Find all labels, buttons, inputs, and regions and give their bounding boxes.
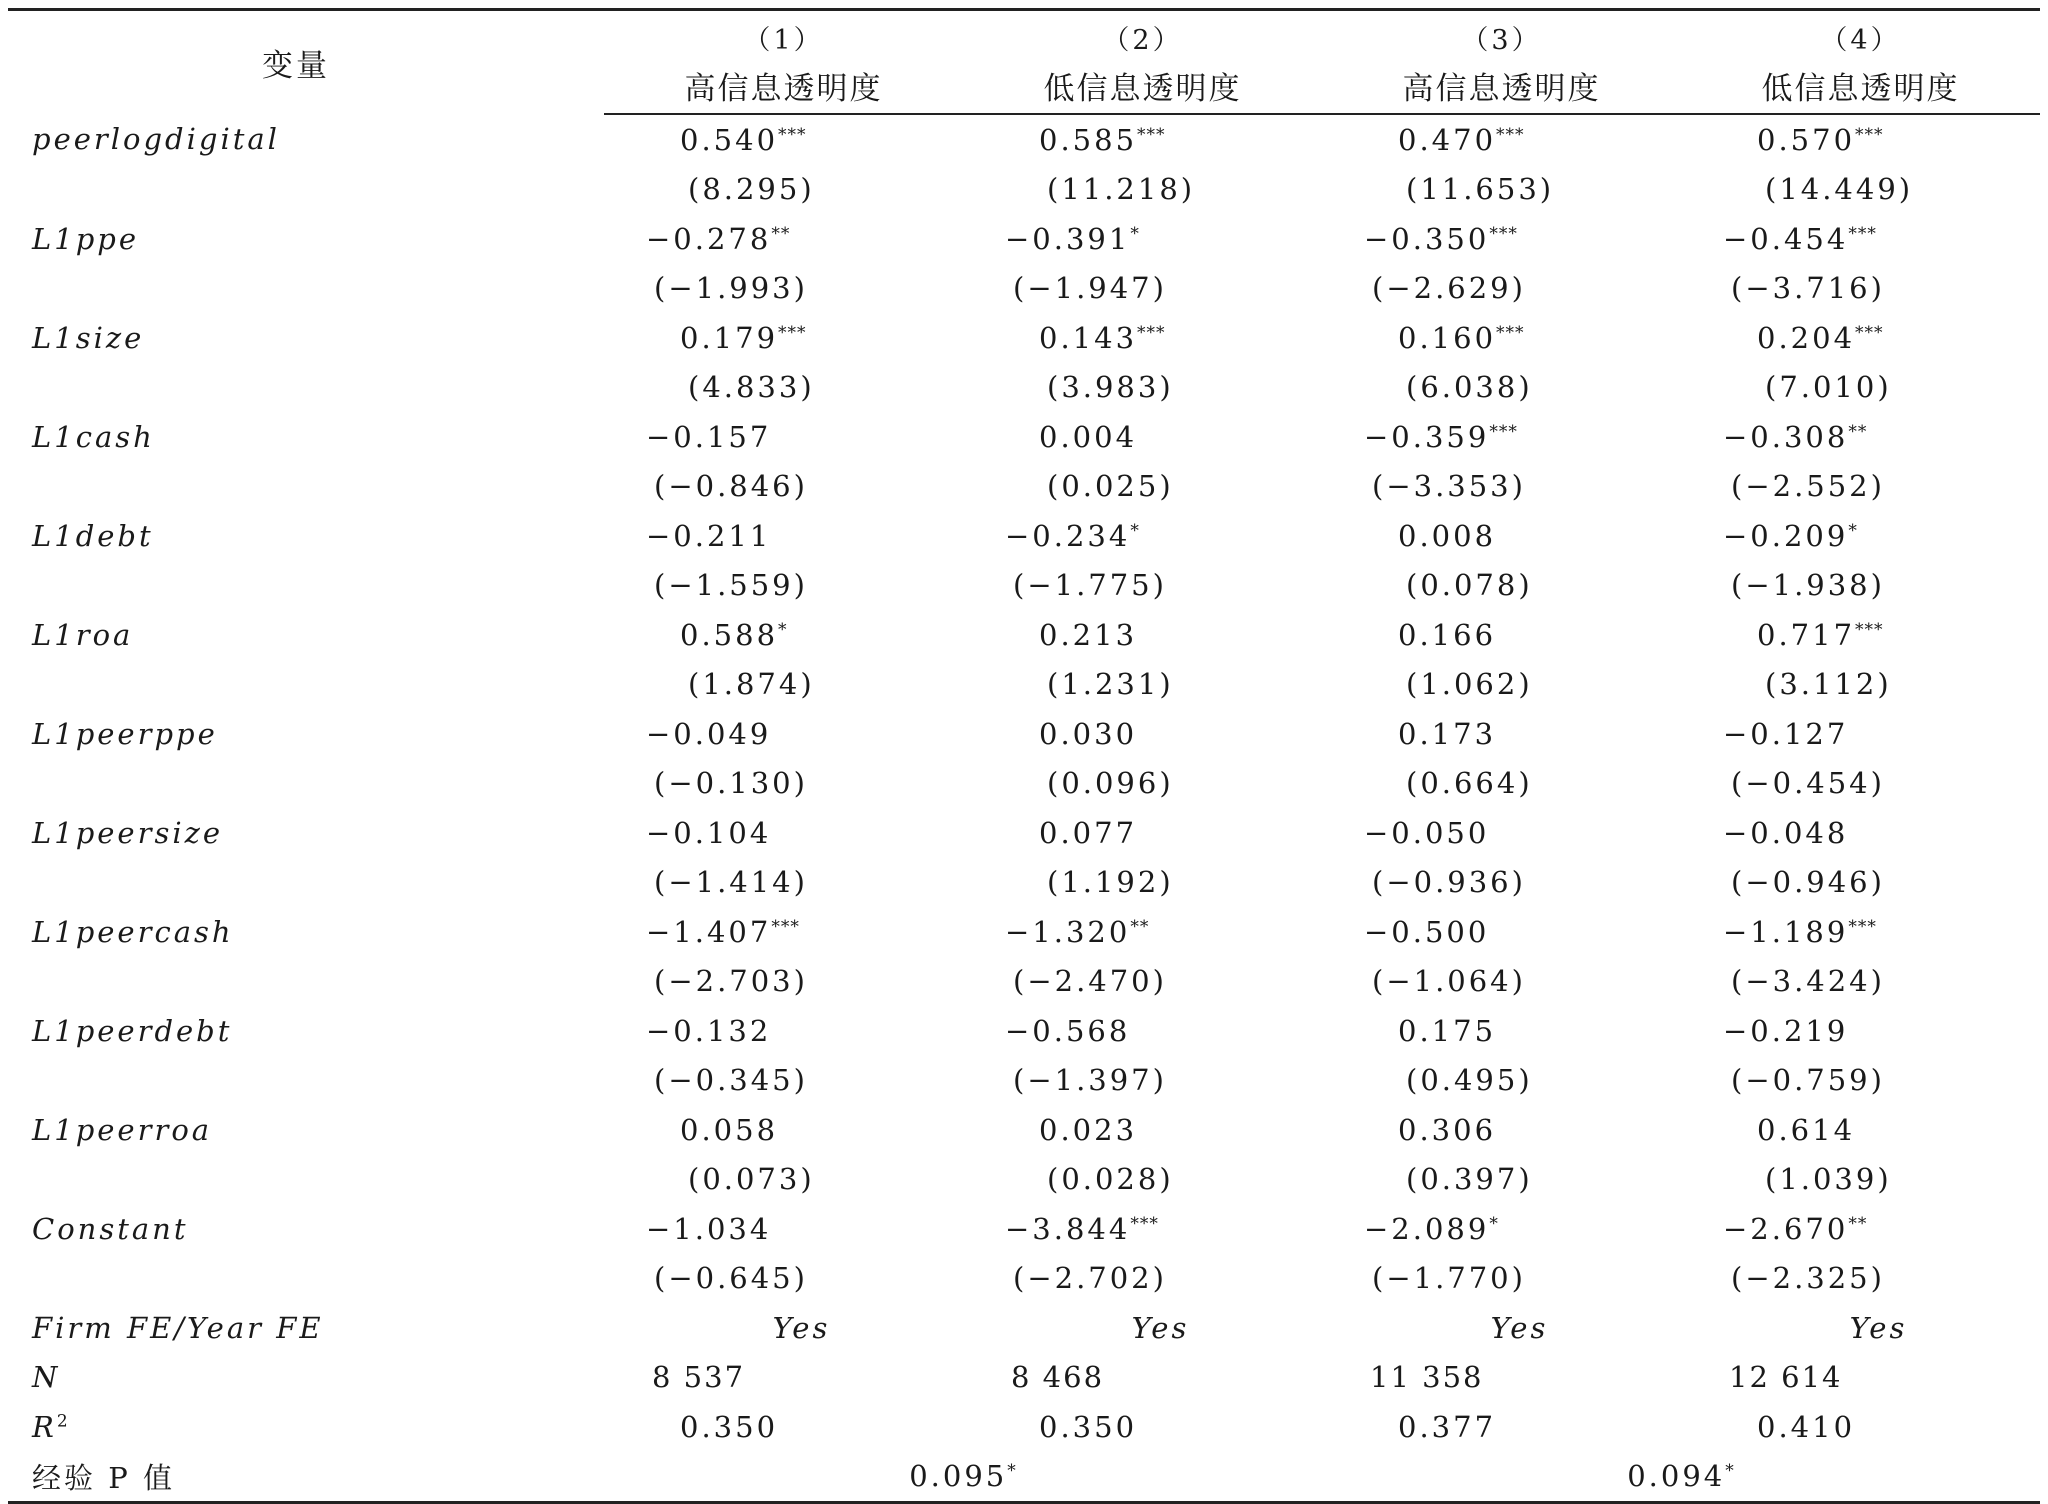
tstat-cell: (14.449): [1765, 172, 1914, 207]
coef-value: −0.048: [1723, 815, 1849, 850]
coef-value: −0.209: [1723, 518, 1849, 553]
tstat-row: [8, 165, 2040, 215]
coef-cell: [1322, 412, 1681, 462]
coef-value: 0.306: [1398, 1112, 1497, 1147]
tstat-cell: (0.096): [1047, 766, 1174, 801]
tstat-cell: (−0.946): [1731, 865, 1885, 900]
tstat-cell: (−2.325): [1731, 1261, 1885, 1296]
coef-value: −3.844: [1005, 1211, 1131, 1246]
tstat-row: [8, 1155, 2040, 1205]
tstat-cell: (−2.702): [1013, 1261, 1167, 1296]
coef-cell: [1681, 114, 2040, 165]
tstat-cell: (−1.414): [654, 865, 808, 900]
header-col-4-num: （4）: [1681, 10, 2040, 58]
blank-cell: [8, 858, 604, 908]
tstat-cell: (−1.938): [1731, 568, 1885, 603]
coef-cell: [963, 808, 1322, 858]
significance-stars: *: [1130, 520, 1140, 541]
header-variable: 变量: [8, 10, 604, 115]
r2-value: 0.350: [1039, 1409, 1138, 1444]
significance-stars: ***: [1137, 124, 1166, 145]
variable-label: L1size: [32, 320, 145, 355]
coef-value: 0.179: [680, 320, 779, 355]
significance-stars: **: [1130, 916, 1150, 937]
significance-stars: *: [778, 619, 788, 640]
coef-value: 0.004: [1039, 419, 1138, 454]
coef-value: 0.540: [680, 122, 779, 157]
coef-value: −0.278: [646, 221, 772, 256]
significance-stars: *: [1848, 520, 1858, 541]
coef-cell: [1681, 808, 2040, 858]
r2-label-text: R: [32, 1409, 57, 1444]
table-body: [8, 114, 2040, 1503]
tstat-cell: (6.038): [1406, 370, 1533, 405]
coef-value: −1.320: [1005, 914, 1131, 949]
blank-cell: [8, 264, 604, 314]
tstat-cell: (−3.716): [1731, 271, 1885, 306]
coef-value: −2.670: [1723, 1211, 1849, 1246]
pvalue-label: 经验 P 值: [8, 1452, 604, 1503]
tstat-cell: (−3.424): [1731, 964, 1885, 999]
blank-cell: [8, 759, 604, 809]
coef-value: 0.058: [680, 1112, 779, 1147]
significance-stars: *: [1489, 1213, 1499, 1234]
tstat-cell: (−2.552): [1731, 469, 1885, 504]
r2-value: 0.410: [1757, 1409, 1856, 1444]
fe-label: Firm FE/Year FE: [32, 1310, 324, 1345]
tstat-cell: (−2.470): [1013, 964, 1167, 999]
tstat-cell: (−1.775): [1013, 568, 1167, 603]
blank-cell: [8, 660, 604, 710]
coef-value: −0.391: [1005, 221, 1131, 256]
coef-value: −0.308: [1723, 419, 1849, 454]
coef-cell: [604, 214, 963, 264]
coef-value: −0.568: [1005, 1013, 1131, 1048]
coef-value: 0.166: [1398, 617, 1497, 652]
coef-value: −2.089: [1364, 1211, 1490, 1246]
coef-cell: [604, 1006, 963, 1056]
pvalue-3-4: [1322, 1452, 2040, 1503]
coef-value: −0.454: [1723, 221, 1849, 256]
pvalue-stars: *: [1725, 1461, 1735, 1482]
variable-label: L1peerdebt: [32, 1013, 233, 1048]
coef-value: −1.407: [646, 914, 772, 949]
header-col-2-caption: 低信息透明度: [963, 57, 1322, 114]
variable-label: L1peerppe: [32, 716, 218, 751]
significance-stars: ***: [1489, 223, 1518, 244]
header-col-1-caption: 高信息透明度: [604, 57, 963, 114]
tstat-cell: (−1.770): [1372, 1261, 1526, 1296]
significance-stars: **: [1848, 421, 1868, 442]
coef-cell: [963, 610, 1322, 660]
coef-cell: [1681, 1204, 2040, 1254]
table-header: [8, 10, 2040, 115]
tstat-row: [8, 1056, 2040, 1106]
tstat-cell: (−0.936): [1372, 865, 1526, 900]
coef-cell: [1681, 313, 2040, 363]
coef-cell: [1322, 808, 1681, 858]
n-value: 8 468: [1011, 1360, 1105, 1395]
coef-cell: [1322, 907, 1681, 957]
n-label: N: [32, 1360, 61, 1395]
tstat-cell: (1.231): [1047, 667, 1174, 702]
coef-cell: [963, 907, 1322, 957]
tstat-row: [8, 660, 2040, 710]
coef-cell: [1681, 709, 2040, 759]
r2-value: 0.350: [680, 1409, 779, 1444]
coef-value: −0.157: [646, 419, 772, 454]
significance-stars: ***: [771, 916, 800, 937]
coef-cell: [1681, 412, 2040, 462]
r2-label: [8, 1402, 604, 1452]
pvalue-value: 0.095: [909, 1459, 1008, 1494]
coef-value: 0.213: [1039, 617, 1138, 652]
significance-stars: **: [771, 223, 791, 244]
tstat-cell: (−0.454): [1731, 766, 1885, 801]
coef-cell: [963, 114, 1322, 165]
n-value: 8 537: [652, 1360, 746, 1395]
pvalue-value: 0.094: [1627, 1459, 1726, 1494]
tstat-row: [8, 561, 2040, 611]
r2-value: 0.377: [1398, 1409, 1497, 1444]
coef-cell: [963, 511, 1322, 561]
coef-row: [8, 114, 2040, 165]
tstat-cell: (1.874): [688, 667, 815, 702]
variable-label: L1peersize: [32, 815, 224, 850]
tstat-cell: (0.025): [1047, 469, 1174, 504]
coef-cell: [1322, 1204, 1681, 1254]
tstat-cell: (0.073): [688, 1162, 815, 1197]
coef-value: 0.585: [1039, 122, 1138, 157]
coef-cell: [604, 808, 963, 858]
coef-value: 0.160: [1398, 320, 1497, 355]
tstat-cell: (−1.559): [654, 568, 808, 603]
tstat-cell: (−0.645): [654, 1261, 808, 1296]
coef-cell: [604, 114, 963, 165]
coef-value: −0.132: [646, 1013, 772, 1048]
coef-value: 0.570: [1757, 122, 1856, 157]
coef-cell: [1681, 214, 2040, 264]
tstat-cell: (0.028): [1047, 1162, 1174, 1197]
tstat-cell: (0.495): [1406, 1063, 1533, 1098]
fe-row: [8, 1303, 2040, 1353]
coef-value: 0.717: [1757, 617, 1856, 652]
pvalue-row: [8, 1452, 2040, 1503]
coef-value: −0.050: [1364, 815, 1490, 850]
coef-cell: [604, 1105, 963, 1155]
coef-cell: [963, 1204, 1322, 1254]
tstat-cell: (−0.846): [654, 469, 808, 504]
coef-cell: [963, 412, 1322, 462]
significance-stars: ***: [1855, 124, 1884, 145]
coef-row: [8, 1105, 2040, 1155]
coef-cell: [1681, 907, 2040, 957]
tstat-row: [8, 957, 2040, 1007]
tstat-row: [8, 858, 2040, 908]
coef-cell: [963, 214, 1322, 264]
header-col-3-num: （3）: [1322, 10, 1681, 58]
significance-stars: ***: [1130, 1213, 1159, 1234]
significance-stars: ***: [1489, 421, 1518, 442]
header-col-4-caption: 低信息透明度: [1681, 57, 2040, 114]
coef-value: 0.175: [1398, 1013, 1497, 1048]
coef-cell: [1322, 114, 1681, 165]
coef-value: 0.077: [1039, 815, 1138, 850]
blank-cell: [8, 1155, 604, 1205]
significance-stars: ***: [1137, 322, 1166, 343]
tstat-cell: (−1.064): [1372, 964, 1526, 999]
coef-cell: [604, 412, 963, 462]
coef-row: [8, 511, 2040, 561]
coef-value: 0.173: [1398, 716, 1497, 751]
tstat-row: [8, 462, 2040, 512]
tstat-cell: (4.833): [688, 370, 815, 405]
tstat-row: [8, 1254, 2040, 1304]
variable-label: L1roa: [32, 617, 134, 652]
tstat-cell: (−1.993): [654, 271, 808, 306]
coef-value: −1.189: [1723, 914, 1849, 949]
coef-cell: [1322, 1105, 1681, 1155]
blank-cell: [8, 462, 604, 512]
fe-value: Yes: [1131, 1310, 1190, 1345]
variable-label: Constant: [32, 1211, 189, 1246]
fe-value: Yes: [1490, 1310, 1549, 1345]
tstat-cell: (1.062): [1406, 667, 1533, 702]
header-col-3-caption: 高信息透明度: [1322, 57, 1681, 114]
coef-value: 0.030: [1039, 716, 1138, 751]
coef-cell: [604, 1204, 963, 1254]
coef-cell: [963, 709, 1322, 759]
coef-cell: [1681, 1105, 2040, 1155]
coef-cell: [963, 313, 1322, 363]
tstat-row: [8, 264, 2040, 314]
coef-row: [8, 709, 2040, 759]
coef-value: −0.350: [1364, 221, 1490, 256]
variable-label: L1cash: [32, 419, 155, 454]
coef-value: −0.359: [1364, 419, 1490, 454]
r2-superscript: 2: [56, 1411, 71, 1432]
significance-stars: ***: [778, 124, 807, 145]
variable-label: peerlogdigital: [32, 122, 280, 157]
coef-cell: [1322, 709, 1681, 759]
significance-stars: ***: [778, 322, 807, 343]
blank-cell: [8, 165, 604, 215]
coef-cell: [1681, 1006, 2040, 1056]
significance-stars: *: [1130, 223, 1140, 244]
coef-value: 0.008: [1398, 518, 1497, 553]
coef-row: [8, 412, 2040, 462]
coef-cell: [604, 313, 963, 363]
coef-cell: [1322, 1006, 1681, 1056]
tstat-cell: (−3.353): [1372, 469, 1526, 504]
coef-cell: [604, 610, 963, 660]
coef-value: −0.211: [646, 518, 772, 553]
tstat-cell: (−1.397): [1013, 1063, 1167, 1098]
significance-stars: ***: [1855, 322, 1884, 343]
blank-cell: [8, 1056, 604, 1106]
coef-row: [8, 214, 2040, 264]
coef-cell: [1322, 313, 1681, 363]
pvalue-1-2: [604, 1452, 1322, 1503]
header-col-1-num: （1）: [604, 10, 963, 58]
blank-cell: [8, 957, 604, 1007]
coef-cell: [1681, 511, 2040, 561]
n-value: 11 358: [1370, 1360, 1484, 1395]
tstat-cell: (3.983): [1047, 370, 1174, 405]
tstat-cell: (1.192): [1047, 865, 1174, 900]
tstat-cell: (−0.130): [654, 766, 808, 801]
coef-value: −1.034: [646, 1211, 772, 1246]
coef-cell: [604, 709, 963, 759]
tstat-cell: (−1.947): [1013, 271, 1167, 306]
tstat-cell: (−2.629): [1372, 271, 1526, 306]
variable-label: L1debt: [32, 518, 154, 553]
coef-row: [8, 907, 2040, 957]
tstat-row: [8, 363, 2040, 413]
coef-value: 0.143: [1039, 320, 1138, 355]
significance-stars: **: [1848, 1213, 1868, 1234]
variable-label: L1peercash: [32, 914, 234, 949]
tstat-cell: (0.397): [1406, 1162, 1533, 1197]
coef-cell: [604, 511, 963, 561]
tstat-cell: (0.078): [1406, 568, 1533, 603]
variable-label: L1peerroa: [32, 1112, 213, 1147]
variable-label: L1ppe: [32, 221, 139, 256]
tstat-cell: (−0.345): [654, 1063, 808, 1098]
significance-stars: ***: [1855, 619, 1884, 640]
fe-value: Yes: [772, 1310, 831, 1345]
coef-row: [8, 610, 2040, 660]
tstat-cell: (−2.703): [654, 964, 808, 999]
r2-row: [8, 1402, 2040, 1452]
coef-value: 0.204: [1757, 320, 1856, 355]
fe-value: Yes: [1849, 1310, 1908, 1345]
coef-cell: [1322, 214, 1681, 264]
tstat-cell: (0.664): [1406, 766, 1533, 801]
significance-stars: ***: [1848, 223, 1877, 244]
coef-row: [8, 313, 2040, 363]
coef-cell: [604, 907, 963, 957]
blank-cell: [8, 363, 604, 413]
coef-value: −0.104: [646, 815, 772, 850]
significance-stars: ***: [1496, 124, 1525, 145]
blank-cell: [8, 561, 604, 611]
coef-value: 0.470: [1398, 122, 1497, 157]
coef-cell: [1681, 610, 2040, 660]
tstat-cell: (11.218): [1047, 172, 1196, 207]
tstat-cell: (11.653): [1406, 172, 1555, 207]
coef-cell: [963, 1006, 1322, 1056]
regression-table: [8, 8, 2040, 1504]
coef-cell: [1322, 511, 1681, 561]
tstat-cell: (1.039): [1765, 1162, 1892, 1197]
pvalue-stars: *: [1007, 1461, 1017, 1482]
coef-row: [8, 1204, 2040, 1254]
tstat-row: [8, 759, 2040, 809]
coef-value: −0.500: [1364, 914, 1490, 949]
tstat-cell: (7.010): [1765, 370, 1892, 405]
coef-value: −0.127: [1723, 716, 1849, 751]
coef-row: [8, 1006, 2040, 1056]
blank-cell: [8, 1254, 604, 1304]
tstat-cell: (8.295): [688, 172, 815, 207]
coef-value: 0.614: [1757, 1112, 1856, 1147]
n-row: [8, 1353, 2040, 1403]
n-value: 12 614: [1729, 1360, 1843, 1395]
coef-cell: [1322, 610, 1681, 660]
coef-value: 0.023: [1039, 1112, 1138, 1147]
significance-stars: ***: [1848, 916, 1877, 937]
coef-value: −0.219: [1723, 1013, 1849, 1048]
tstat-cell: (3.112): [1765, 667, 1892, 702]
tstat-cell: (−0.759): [1731, 1063, 1885, 1098]
header-col-2-num: （2）: [963, 10, 1322, 58]
significance-stars: ***: [1496, 322, 1525, 343]
coef-value: 0.588: [680, 617, 779, 652]
coef-value: −0.234: [1005, 518, 1131, 553]
coef-cell: [963, 1105, 1322, 1155]
coef-value: −0.049: [646, 716, 772, 751]
coef-row: [8, 808, 2040, 858]
